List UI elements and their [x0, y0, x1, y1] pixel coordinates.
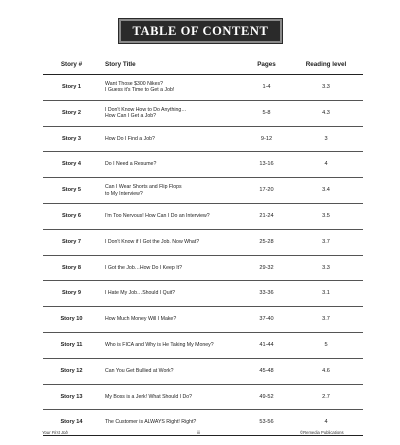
reading-level: 4 [289, 152, 363, 178]
page-range: 13-16 [244, 152, 289, 178]
story-title [100, 126, 244, 152]
reading-level: 4 [289, 410, 363, 436]
story-title-line: I Don't Know How to Do Anything… [105, 106, 187, 113]
page-range: 21-24 [244, 203, 289, 229]
page-range: 49-52 [244, 384, 289, 410]
story-title [100, 307, 244, 333]
story-title-line: The Customer is ALWAYS Right! Right? [105, 419, 197, 426]
story-number: Story 5 [43, 178, 100, 204]
story-number: Story 2 [43, 100, 100, 126]
story-number: Story 9 [43, 281, 100, 307]
story-title [100, 281, 244, 307]
story-title [100, 229, 244, 255]
story-title-line: Do I Need a Resume? [105, 161, 157, 168]
table-of-contents [43, 54, 363, 436]
page-range: 41-44 [244, 332, 289, 358]
reading-level: 4.3 [289, 100, 363, 126]
table-row [43, 126, 363, 152]
story-title-line: I Don't Know if I Got the Job. Now What? [105, 238, 200, 245]
story-title-line: I Guess it's Time to Get a Job! [105, 87, 175, 94]
column-header-story-number: Story # [43, 54, 100, 75]
table-row [43, 358, 363, 384]
table-row [43, 307, 363, 333]
page-range: 25-28 [244, 229, 289, 255]
table-row [43, 255, 363, 281]
table-row [43, 203, 363, 229]
page-title: TABLE OF CONTENT [119, 19, 282, 43]
story-title [100, 410, 244, 436]
footer-page-number: iii [197, 430, 200, 435]
story-number: Story 13 [43, 384, 100, 410]
story-title-line: I'm Too Nervous! How Can I Do an Interview? [105, 213, 210, 220]
column-header-pages: Pages [244, 54, 289, 75]
page-range: 53-56 [244, 410, 289, 436]
reading-level: 3.5 [289, 203, 363, 229]
page-range: 37-40 [244, 307, 289, 333]
page-range: 45-48 [244, 358, 289, 384]
column-header-story-title: Story Title [100, 54, 244, 75]
story-title-line: Can You Get Bullied at Work? [105, 367, 174, 374]
story-number: Story 7 [43, 229, 100, 255]
reading-level: 3 [289, 126, 363, 152]
table-row [43, 332, 363, 358]
page-range: 29-32 [244, 255, 289, 281]
story-number: Story 11 [43, 332, 100, 358]
reading-level: 3.1 [289, 281, 363, 307]
reading-level: 3.7 [289, 229, 363, 255]
reading-level: 3.3 [289, 75, 363, 101]
reading-level: 3.7 [289, 307, 363, 333]
reading-level: 3.4 [289, 178, 363, 204]
story-title-line: How Can I Get a Job? [105, 113, 157, 120]
table-row [43, 152, 363, 178]
page-range: 33-36 [244, 281, 289, 307]
story-title-line: I Got the Job…How Do I Keep It? [105, 264, 182, 271]
story-title [100, 178, 244, 204]
story-title-line: How Do I Find a Job? [105, 135, 155, 142]
story-title-line: How Much Money Will I Make? [105, 316, 177, 323]
story-title [100, 384, 244, 410]
table-row [43, 229, 363, 255]
story-title [100, 255, 244, 281]
story-number: Story 14 [43, 410, 100, 436]
table-row [43, 75, 363, 101]
story-number: Story 3 [43, 126, 100, 152]
table-row [43, 384, 363, 410]
table-row [43, 100, 363, 126]
footer-publisher: ©Remedia Publications [300, 430, 344, 435]
story-title-line: Can I Wear Shorts and Flip Flops [105, 183, 182, 190]
reading-level: 2.7 [289, 384, 363, 410]
table-row [43, 281, 363, 307]
story-title-line: Who is FICA and Why is He Taking My Money? [105, 342, 214, 349]
story-title [100, 152, 244, 178]
reading-level: 3.3 [289, 255, 363, 281]
story-number: Story 8 [43, 255, 100, 281]
story-number: Story 10 [43, 307, 100, 333]
story-title-line: to My Interview? [105, 190, 143, 197]
story-title-line: Want Those $300 Nikes? [105, 80, 163, 87]
story-title-line: My Boss is a Jerk! What Should I Do? [105, 393, 193, 400]
story-number: Story 1 [43, 75, 100, 101]
story-number: Story 4 [43, 152, 100, 178]
story-number: Story 6 [43, 203, 100, 229]
story-title [100, 332, 244, 358]
column-header-reading-level: Reading level [289, 54, 363, 75]
footer-book-title: Your First Job [42, 430, 68, 435]
page-range: 9-12 [244, 126, 289, 152]
story-title-line: I Hate My Job…Should I Quit? [105, 290, 176, 297]
page-range: 17-20 [244, 178, 289, 204]
reading-level: 4.6 [289, 358, 363, 384]
story-title [100, 75, 244, 101]
story-title [100, 100, 244, 126]
story-number: Story 12 [43, 358, 100, 384]
page-range: 5-8 [244, 100, 289, 126]
table-header-row [43, 54, 363, 75]
page-range: 1-4 [244, 75, 289, 101]
reading-level: 5 [289, 332, 363, 358]
table-row [43, 178, 363, 204]
story-title [100, 203, 244, 229]
story-title [100, 358, 244, 384]
